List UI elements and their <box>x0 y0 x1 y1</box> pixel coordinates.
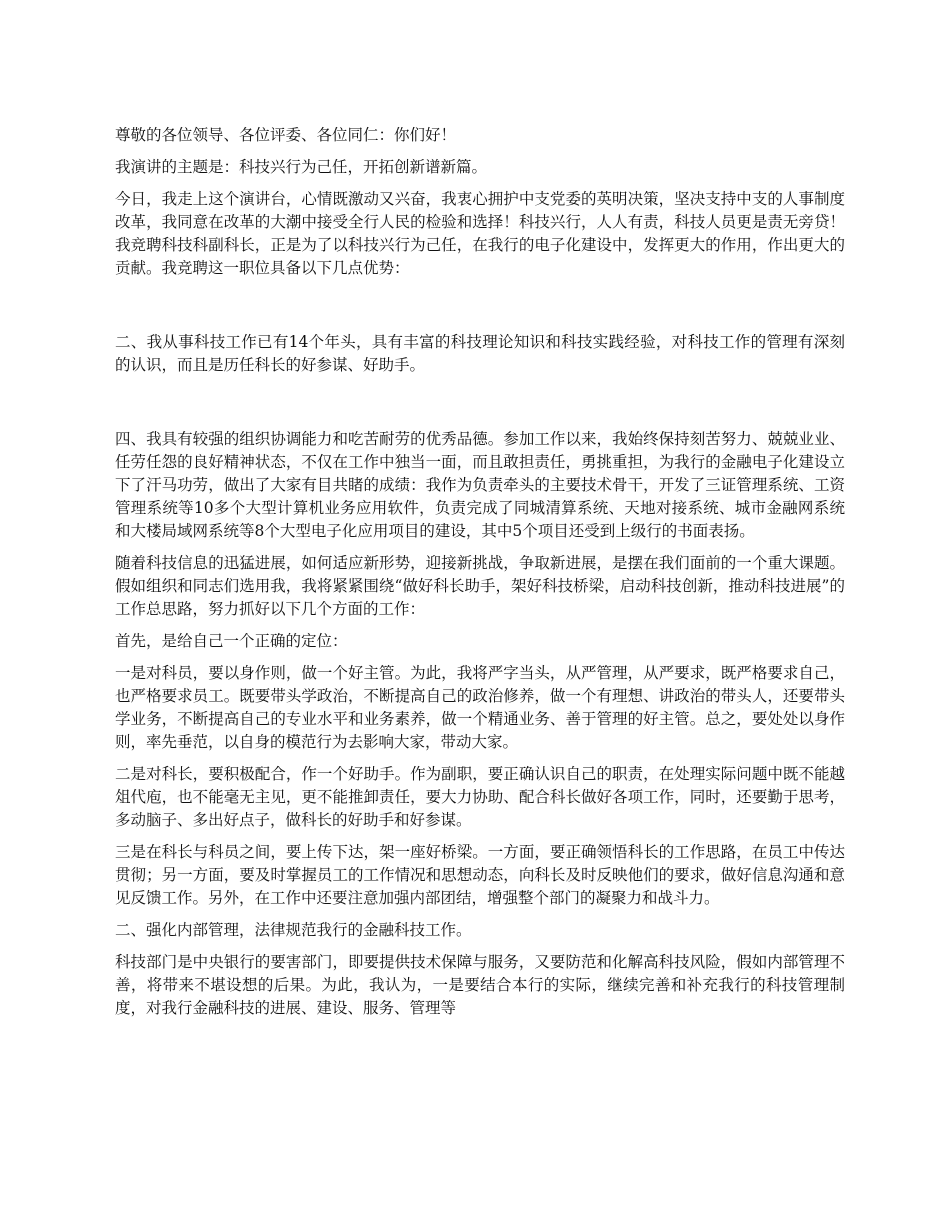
theme-paragraph: 我演讲的主题是：科技兴行为己任，开拓创新谱新篇。 <box>115 158 488 176</box>
plan-intro-paragraph: 随着科技信息的迅猛进展，如何适应新形势，迎接新挑战，争取新进展，是摆在我们面前的一个重大课题。假如组织和同志们选用我，我将紧紧围绕“做好科长助手，架好科技桥梁，启动科技创新，推动科技进展”的工作总思路，努力抓好以下几个方面的工作： <box>115 554 845 618</box>
salutation-paragraph: 尊敬的各位领导、各位评委、各位同仁：你们好！ <box>115 126 457 144</box>
advantage-two-paragraph: 二、我从事科技工作已有14个年头，具有丰富的科技理论知识和科技实践经验，对科技工作的管理有深刻的认识，而且是历任科长的好参谋、好助手。 <box>115 333 845 374</box>
bridge-role-paragraph: 三是在科长与科员之间，要上传下达，架一座好桥梁。一方面，要正确领悟科长的工作思路，在员工中传达贯彻；另一方面，要及时掌握员工的工作情况和思想动态，向科长及时反映他们的要求，做好信息沟通和意见反馈工作。另外，在工作中还要注意加强内部团结，增强整个部门的凝聚力和战斗力。 <box>115 843 845 907</box>
management-paragraph: 科技部门是中央银行的要害部门，即要提供技术保障与服务，又要防范和化解高科技风险，假如内部管理不善，将带来不堪设想的后果。为此，我认为，一是要结合本行的实际，继续完善和补充我行的科技管理制度，对我行金融科技的进展、建设、服务、管理等 <box>115 953 845 1017</box>
positioning-heading: 首先，是给自己一个正确的定位： <box>115 632 348 650</box>
advantage-four-paragraph: 四、我具有较强的组织协调能力和吃苦耐劳的优秀品德。参加工作以来，我始终保持刻苦努力、兢兢业业、任劳任怨的良好精神状态，不仅在工作中独当一面，而且敢担责任，勇挑重担，为我行的金融电子化建设立下了汗马功劳，做出了大家有目共睹的成绩：我作为负责牵头的主要技术骨干，开发了三证管理系统、工资管理系统等10多个大型计算机业务应用软件，负责完成了同城清算系统、天地对接系统、城市金融网系统和大楼局域网系统等8个大型电子化应用项目的建设，其中5个项目还受到上级行的书面表扬。 <box>115 430 845 540</box>
management-heading: 二、强化内部管理，法律规范我行的金融科技工作。 <box>115 921 472 939</box>
chief-role-paragraph: 二是对科长，要积极配合，作一个好助手。作为副职，要正确认识自己的职责，在处理实际问题中既不能越俎代庖，也不能毫无主见，更不能推卸责任，要大力协助、配合科长做好各项工作，同时，还要勤于思考，多动脑子、多出好点子，做科长的好助手和好参谋。 <box>115 765 845 829</box>
intro-paragraph: 今日，我走上这个演讲台，心情既激动又兴奋，我衷心拥护中支党委的英明决策，坚决支持中支的人事制度改革，我同意在改革的大潮中接受全行人民的检验和选择！科技兴行，人人有责，科技人员更是责无旁贷！我竞聘科技科副科长，正是为了以科技兴行为己任，在我行的电子化建设中，发挥更大的作用，作出更大的贡献。我竞聘这一职位具备以下几点优势： <box>115 190 845 277</box>
document-body <box>115 124 845 1029</box>
staff-role-paragraph: 一是对科员，要以身作则，做一个好主管。为此，我将严字当头，从严管理，从严要求，既严格要求自己，也严格要求员工。既要带头学政治，不断提高自己的政治修养，做一个有理想、讲政治的带头人，还要带头学业务，不断提高自己的专业水平和业务素养，做一个精通业务、善于管理的好主管。总之，要处处以身作则，率先垂范，以自身的模范行为去影响大家，带动大家。 <box>115 664 845 751</box>
